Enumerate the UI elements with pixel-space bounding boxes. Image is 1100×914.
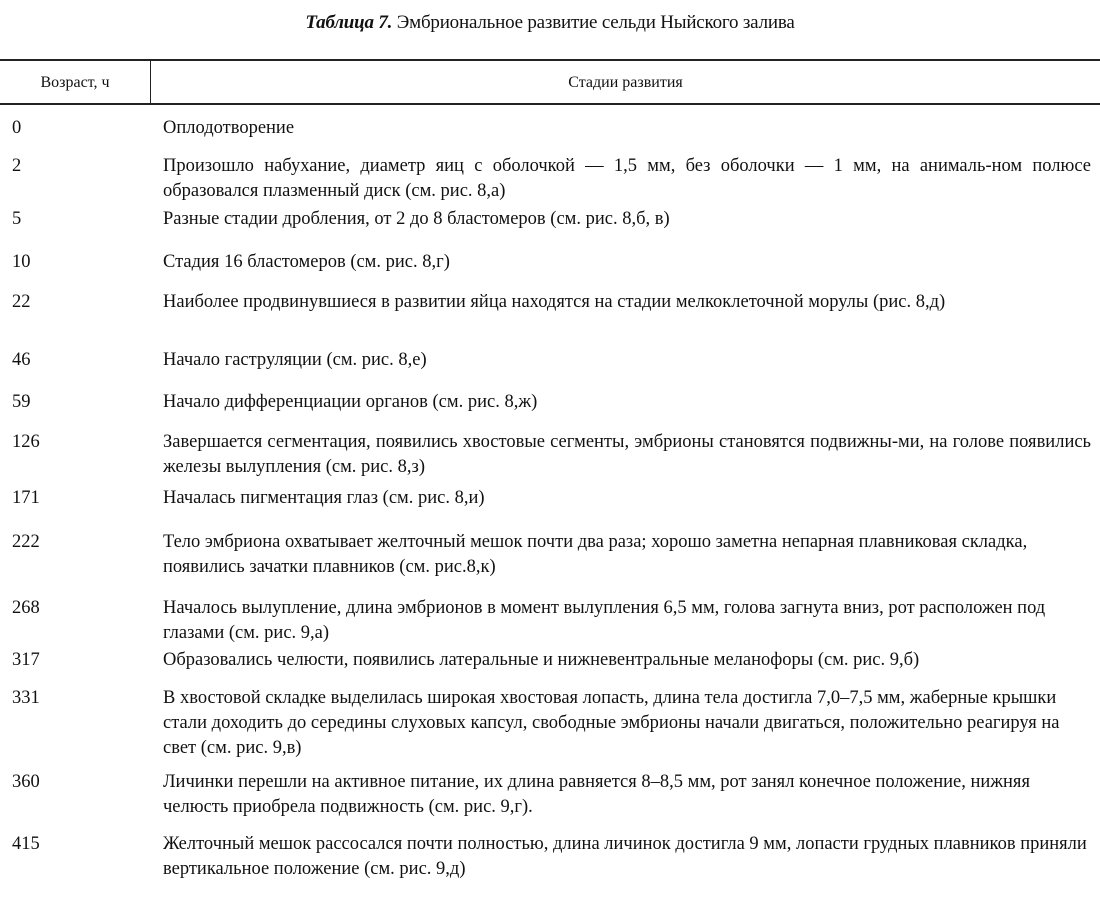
stage-cell: Началась пигментация глаз (см. рис. 8,и) — [163, 488, 485, 508]
table-caption — [0, 12, 1100, 34]
stage-cell: Начало гаструляции (см. рис. 8,е) — [163, 350, 427, 370]
age-cell: 415 — [12, 834, 40, 854]
age-cell: 46 — [12, 350, 31, 370]
stage-cell: Начало дифференциации органов (см. рис. 8,ж) — [163, 392, 538, 412]
table-number: Таблица 7. — [305, 12, 393, 33]
stage-cell: Желточный мешок рассосался почти полностью, длина личинок достигла 9 мм, лопасти грудных плавников приняли вертикальное положение (см. рис. 9,д) — [163, 834, 1087, 879]
age-cell: 331 — [12, 688, 40, 708]
stage-cell: В хвостовой складке выделилась широкая хвостовая лопасть, длина тела достигла 7,0–7,5 мм, жаберные крышки стали доходить до середины слуховых капсул, свободные эмбрионы начали двигаться, положительно реагируя на свет (см. рис. 9,в) — [163, 688, 1060, 758]
stage-cell: Завершается сегментация, появились хвостовые сегменты, эмбрионы становятся подвижны-ми, на голове появились железы вылупления (см. рис. 8,з) — [163, 432, 1091, 477]
table-title: Эмбриональное развитие сельди Ныйского залива — [392, 12, 795, 33]
stage-cell: Тело эмбриона охватывает желточный мешок почти два раза; хорошо заметна непарная плавниковая складка, появились зачатки плавников (см. рис.8,к) — [163, 532, 1028, 577]
age-cell: 222 — [12, 532, 40, 552]
stage-cell: Произошло набухание, диаметр яиц с оболочкой — 1,5 мм, без оболочки — 1 мм, на анималь-ном полюсе образовался плазменный диск (см. рис. 8,а) — [163, 156, 1091, 201]
stage-cell: Наиболее продвинувшиеся в развитии яйца находятся на стадии мелкоклеточной морулы (рис. 8,д) — [163, 292, 946, 312]
stage-cell: Образовались челюсти, появились латеральные и нижневентральные меланофоры (см. рис. 9,б) — [163, 650, 920, 670]
age-cell: 0 — [12, 118, 22, 138]
age-cell: 10 — [12, 252, 31, 272]
age-cell: 126 — [12, 432, 40, 452]
column-header-stage: Стадии развития — [568, 74, 683, 91]
age-cell: 317 — [12, 650, 40, 670]
age-cell: 59 — [12, 392, 31, 412]
age-cell: 171 — [12, 488, 40, 508]
stage-cell: Оплодотворение — [163, 118, 295, 138]
header-bottom-rule — [0, 103, 1100, 105]
age-cell: 22 — [12, 292, 31, 312]
stage-cell: Личинки перешли на активное питание, их длина равняется 8–8,5 мм, рот занял конечное положение, нижняя челюсть приобрела подвижность (см. рис. 9,г). — [163, 772, 1030, 817]
age-cell: 2 — [12, 156, 22, 176]
age-cell: 5 — [12, 209, 22, 229]
column-header-age: Возраст, ч — [40, 74, 110, 91]
age-cell: 268 — [12, 598, 40, 618]
stage-cell: Началось вылупление, длина эмбрионов в момент вылупления 6,5 мм, голова загнута вниз, рот расположен под глазами (см. рис. 9,а) — [163, 598, 1046, 643]
stage-cell: Стадия 16 бластомеров (см. рис. 8,г) — [163, 252, 450, 272]
stage-cell: Разные стадии дробления, от 2 до 8 бластомеров (см. рис. 8,б, в) — [163, 209, 670, 229]
age-cell: 360 — [12, 772, 40, 792]
